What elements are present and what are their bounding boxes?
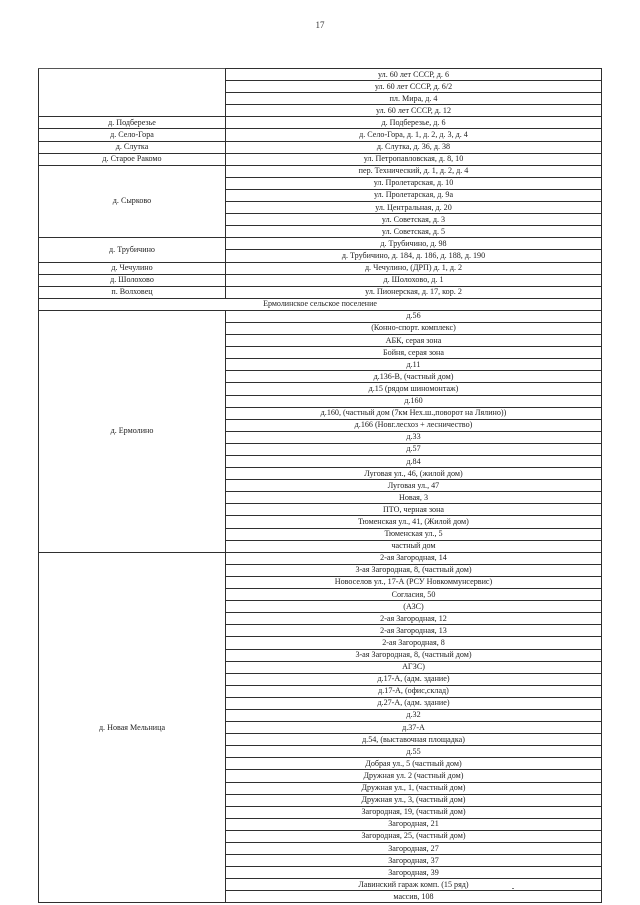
address-cell: Тюменская ул., 5 xyxy=(226,528,602,540)
settlement-cell: д. Подберезье xyxy=(39,117,226,129)
settlement-cell: д. Старое Ракомо xyxy=(39,153,226,165)
address-cell: частный дом xyxy=(226,540,602,552)
table-row xyxy=(39,69,602,81)
address-cell: д.160, (частный дом (7км Нех.ш.,поворот на Лялино)) xyxy=(226,407,602,419)
scan-mark xyxy=(512,888,514,889)
address-cell: Бойня, серая зона xyxy=(226,347,602,359)
address-cell: Тюменская ул., 41, (Жилой дом) xyxy=(226,516,602,528)
address-cell: ул. Центральная, д. 20 xyxy=(226,202,602,214)
address-cell: Загородная, 25, (частный дом) xyxy=(226,830,602,842)
address-cell: д.11 xyxy=(226,359,602,371)
address-cell: ул. Пролетарская, д. 9а xyxy=(226,189,602,201)
address-cell: д. Трубичино, д. 98 xyxy=(226,238,602,250)
address-cell: д.17-А, (офис,склад) xyxy=(226,685,602,697)
address-cell: д.32 xyxy=(226,709,602,721)
address-cell: Загородная, 27 xyxy=(226,843,602,855)
address-cell: д.15 (рядом шиномонтаж) xyxy=(226,383,602,395)
page-number: 17 xyxy=(315,20,325,30)
settlement-cell: д. Село-Гора xyxy=(39,129,226,141)
table-row xyxy=(39,238,602,250)
address-cell: Луговая ул., 47 xyxy=(226,480,602,492)
address-cell: д.54, (выставочная площадка) xyxy=(226,734,602,746)
table-row xyxy=(39,310,602,322)
address-cell: ул. 60 лет СССР, д. 12 xyxy=(226,105,602,117)
address-cell: АГЗС) xyxy=(226,661,602,673)
address-cell: ул. Пролетарская, д. 10 xyxy=(226,177,602,189)
table-row xyxy=(39,153,602,165)
address-cell: АБК, серая зона xyxy=(226,335,602,347)
address-cell: 2-ая Загородная, 14 xyxy=(226,552,602,564)
address-cell: Загородная, 37 xyxy=(226,855,602,867)
table-row xyxy=(39,141,602,153)
address-cell: массив, 108 xyxy=(226,891,602,903)
table-row xyxy=(39,262,602,274)
settlement-cell: д. Слутка xyxy=(39,141,226,153)
address-cell: Дружная ул., 3, (частный дом) xyxy=(226,794,602,806)
address-cell: пер. Технический, д. 1, д. 2, д. 4 xyxy=(226,165,602,177)
address-cell: д.17-А, (адм. здание) xyxy=(226,673,602,685)
table-row xyxy=(39,552,602,564)
address-cell: д.37-А xyxy=(226,722,602,734)
address-cell: Загородная, 39 xyxy=(226,867,602,879)
address-cell: д. Шолохово, д. 1 xyxy=(226,274,602,286)
settlement-cell: д. Сырково xyxy=(39,165,226,238)
address-cell: 2-ая Загородная, 13 xyxy=(226,625,602,637)
address-cell: 3-ая Загородная, 8, (частный дом) xyxy=(226,564,602,576)
address-cell: д.55 xyxy=(226,746,602,758)
address-cell: д.27-А, (адм. здание) xyxy=(226,697,602,709)
address-cell: д.166 (Новг.лесхоз + лесничество) xyxy=(226,419,602,431)
address-cell: пл. Мира, д. 4 xyxy=(226,93,602,105)
address-cell: Добрая ул., 5 (частный дом) xyxy=(226,758,602,770)
address-cell: Новоселов ул., 17-А (РСУ Новкоммунсервис) xyxy=(226,576,602,588)
address-cell: Загородная, 21 xyxy=(226,818,602,830)
table-row xyxy=(39,129,602,141)
address-cell: д. Чечулино, (ДРП) д. 1, д. 2 xyxy=(226,262,602,274)
settlement-cell: д. Ермолино xyxy=(39,310,226,552)
address-cell: д. Слутка, д. 36, д. 38 xyxy=(226,141,602,153)
address-cell: ул. Советская, д. 3 xyxy=(226,214,602,226)
address-cell: д.57 xyxy=(226,443,602,455)
table-row xyxy=(39,117,602,129)
address-cell: д.56 xyxy=(226,310,602,322)
settlement-cell: д. Трубичино xyxy=(39,238,226,262)
address-cell: д. Подберезье, д. 6 xyxy=(226,117,602,129)
table-row xyxy=(39,165,602,177)
address-cell: (Конно-спорт. комплекс) xyxy=(226,322,602,334)
address-cell: Дружная ул., 1, (частный дом) xyxy=(226,782,602,794)
address-cell: (АЗС) xyxy=(226,601,602,613)
address-cell: 3-ая Загородная, 8, (частный дом) xyxy=(226,649,602,661)
address-cell: 2-ая Загородная, 8 xyxy=(226,637,602,649)
address-cell: ул. Петропавловская, д. 8, 10 xyxy=(226,153,602,165)
address-cell: д. Село-Гора, д. 1, д. 2, д. 3, д. 4 xyxy=(226,129,602,141)
table-row xyxy=(39,286,602,298)
address-cell: ул. Пионерская, д. 17, кор. 2 xyxy=(226,286,602,298)
address-table xyxy=(38,68,602,903)
address-cell: Загородная, 19, (частный дом) xyxy=(226,806,602,818)
address-cell: д.160 xyxy=(226,395,602,407)
address-cell: Лавинский гараж комп. (15 ряд) xyxy=(226,879,602,891)
address-cell: Новая, 3 xyxy=(226,492,602,504)
address-cell: д.33 xyxy=(226,431,602,443)
address-cell: д.84 xyxy=(226,456,602,468)
settlement-cell: д. Шолохово xyxy=(39,274,226,286)
address-cell: д.136-В, (частный дом) xyxy=(226,371,602,383)
address-cell: ул. 60 лет СССР, д. 6 xyxy=(226,69,602,81)
address-cell: д. Трубичино, д. 184, д. 186, д. 188, д. 190 xyxy=(226,250,602,262)
address-cell: ул. 60 лет СССР, д. 6/2 xyxy=(226,81,602,93)
address-cell: Дружная ул. 2 (частный дом) xyxy=(226,770,602,782)
settlement-cell: д. Чечулино xyxy=(39,262,226,274)
section-title: Ермолинское сельское поселение xyxy=(39,298,602,310)
address-cell: ПТО, черная зона xyxy=(226,504,602,516)
section-row xyxy=(39,298,602,310)
address-cell: Согласия, 50 xyxy=(226,589,602,601)
settlement-cell: д. Новая Мельница xyxy=(39,552,226,903)
address-cell: ул. Советская, д. 5 xyxy=(226,226,602,238)
settlement-cell: п. Волховец xyxy=(39,286,226,298)
settlement-cell xyxy=(39,69,226,117)
address-cell: 2-ая Загородная, 12 xyxy=(226,613,602,625)
address-cell: Луговая ул., 46, (жилой дом) xyxy=(226,468,602,480)
table-row xyxy=(39,274,602,286)
